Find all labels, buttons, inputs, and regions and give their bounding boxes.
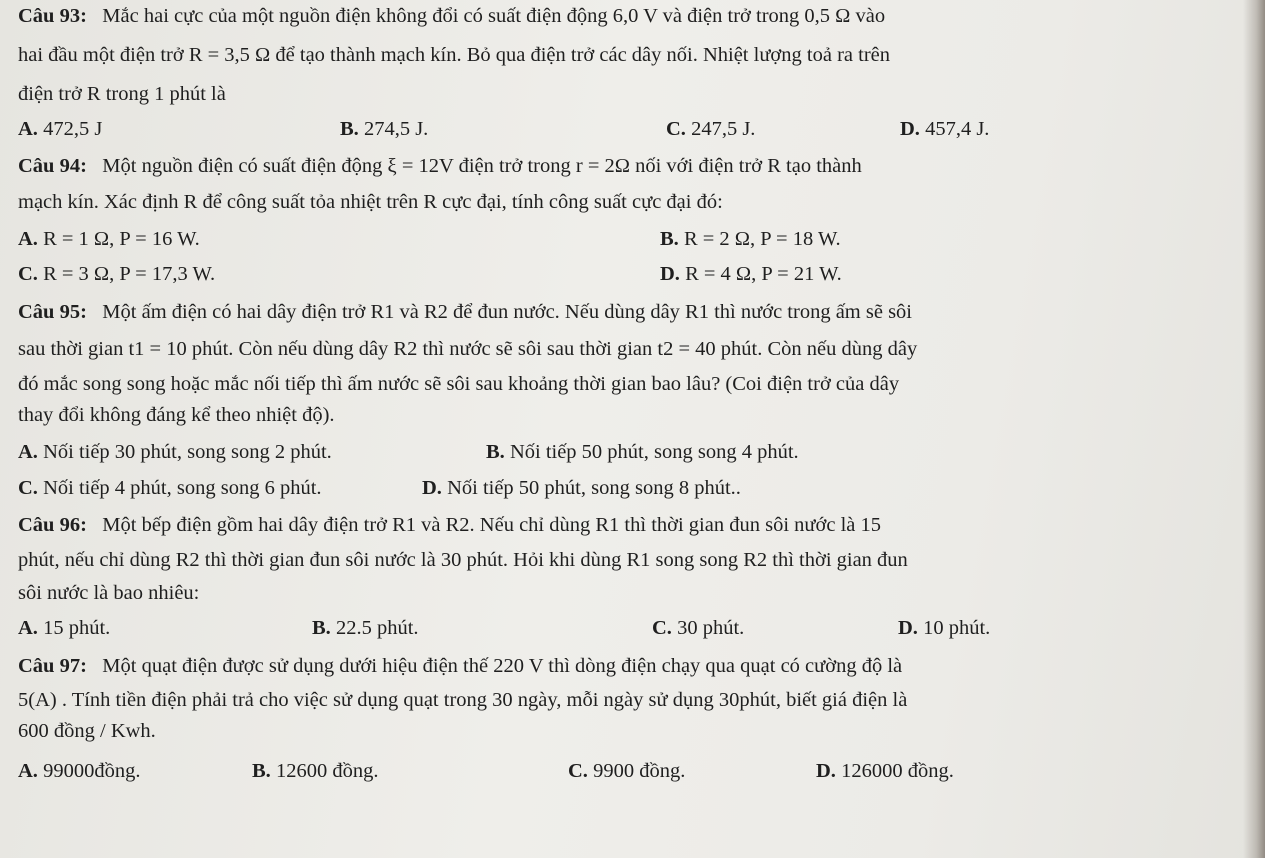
- q97-line-1: Câu 97: Một quạt điện được sử dụng dưới hiệu điện thế 220 V thì dòng điện chạy qua quạt có cường độ là: [18, 655, 903, 677]
- q94-label: Câu 94:: [18, 155, 87, 177]
- q95-line-3: đó mắc song song hoặc mắc nối tiếp thì ấm nước sẽ sôi sau khoảng thời gian bao lâu? (Coi điện trở của dây: [18, 373, 900, 395]
- q95-line-1: Câu 95: Một ấm điện có hai dây điện trở R1 và R2 để đun nước. Nếu dùng dây R1 thì nước trong ấm sẽ sôi: [18, 301, 912, 323]
- q96-option-d[interactable]: D. 10 phút.: [898, 617, 991, 639]
- q93-line-3: điện trở R trong 1 phút là: [18, 83, 226, 105]
- q95-option-c[interactable]: C. Nối tiếp 4 phút, song song 6 phút.: [18, 477, 322, 499]
- q96-option-c[interactable]: C. 30 phút.: [652, 617, 745, 639]
- q93-option-b[interactable]: B. 274,5 J.: [340, 118, 429, 140]
- q95-label: Câu 95:: [18, 301, 87, 323]
- q93-line-1: Câu 93: Mắc hai cực của một nguồn điện không đổi có suất điện động 6,0 V và điện trở trong 0,5 Ω vào: [18, 5, 886, 27]
- q93-line-2: hai đầu một điện trở R = 3,5 Ω để tạo thành mạch kín. Bỏ qua điện trở các dây nối. Nhiệt lượng toả ra trên: [18, 44, 890, 66]
- q97-option-d[interactable]: D. 126000 đồng.: [816, 760, 954, 782]
- q93-option-a[interactable]: A. 472,5 J: [18, 118, 103, 140]
- q96-line-2: phút, nếu chỉ dùng R2 thì thời gian đun sôi nước là 30 phút. Hỏi khi dùng R1 song song R2 thì thời gian đun: [18, 549, 908, 571]
- q96-line-1: Câu 96: Một bếp điện gồm hai dây điện trở R1 và R2. Nếu chỉ dùng R1 thì thời gian đun sôi nước là 15: [18, 514, 881, 536]
- q97-option-c[interactable]: C. 9900 đồng.: [568, 760, 686, 782]
- q96-label: Câu 96:: [18, 514, 87, 536]
- q96-option-b[interactable]: B. 22.5 phút.: [312, 617, 419, 639]
- q96-option-a[interactable]: A. 15 phút.: [18, 617, 111, 639]
- q97-option-a[interactable]: A. 99000đồng.: [18, 760, 141, 782]
- q94-option-c[interactable]: C. R = 3 Ω, P = 17,3 W.: [18, 263, 216, 285]
- q96-line-3: sôi nước là bao nhiêu:: [18, 582, 200, 604]
- q95-option-b[interactable]: B. Nối tiếp 50 phút, song song 4 phút.: [486, 441, 799, 463]
- q94-option-a[interactable]: A. R = 1 Ω, P = 16 W.: [18, 228, 200, 250]
- q97-line-2: 5(A) . Tính tiền điện phải trả cho việc sử dụng quạt trong 30 ngày, mỗi ngày sử dụng 30phút, biết giá điện là: [18, 689, 908, 711]
- q97-option-b[interactable]: B. 12600 đồng.: [252, 760, 379, 782]
- q97-line-3: 600 đồng / Kwh.: [18, 720, 156, 742]
- q95-line-4: thay đổi không đáng kể theo nhiệt độ).: [18, 404, 335, 426]
- page-edge-shadow: [1243, 0, 1265, 858]
- q93-option-d[interactable]: D. 457,4 J.: [900, 118, 990, 140]
- q94-option-b[interactable]: B. R = 2 Ω, P = 18 W.: [660, 228, 841, 250]
- q95-option-a[interactable]: A. Nối tiếp 30 phút, song song 2 phút.: [18, 441, 332, 463]
- q93-label: Câu 93:: [18, 5, 87, 27]
- q94-option-d[interactable]: D. R = 4 Ω, P = 21 W.: [660, 263, 842, 285]
- q94-line-1: Câu 94: Một nguồn điện có suất điện động ξ = 12V điện trở trong r = 2Ω nối với điện trở R tạo thành: [18, 155, 862, 177]
- q95-line-2: sau thời gian t1 = 10 phút. Còn nếu dùng dây R2 thì nước sẽ sôi sau thời gian t2 = 40 phút. Còn nếu dùng dây: [18, 338, 918, 360]
- q95-option-d[interactable]: D. Nối tiếp 50 phút, song song 8 phút..: [422, 477, 741, 499]
- q93-option-c[interactable]: C. 247,5 J.: [666, 118, 756, 140]
- q97-label: Câu 97:: [18, 655, 87, 677]
- q94-line-2: mạch kín. Xác định R để công suất tỏa nhiệt trên R cực đại, tính công suất cực đại đó:: [18, 191, 723, 213]
